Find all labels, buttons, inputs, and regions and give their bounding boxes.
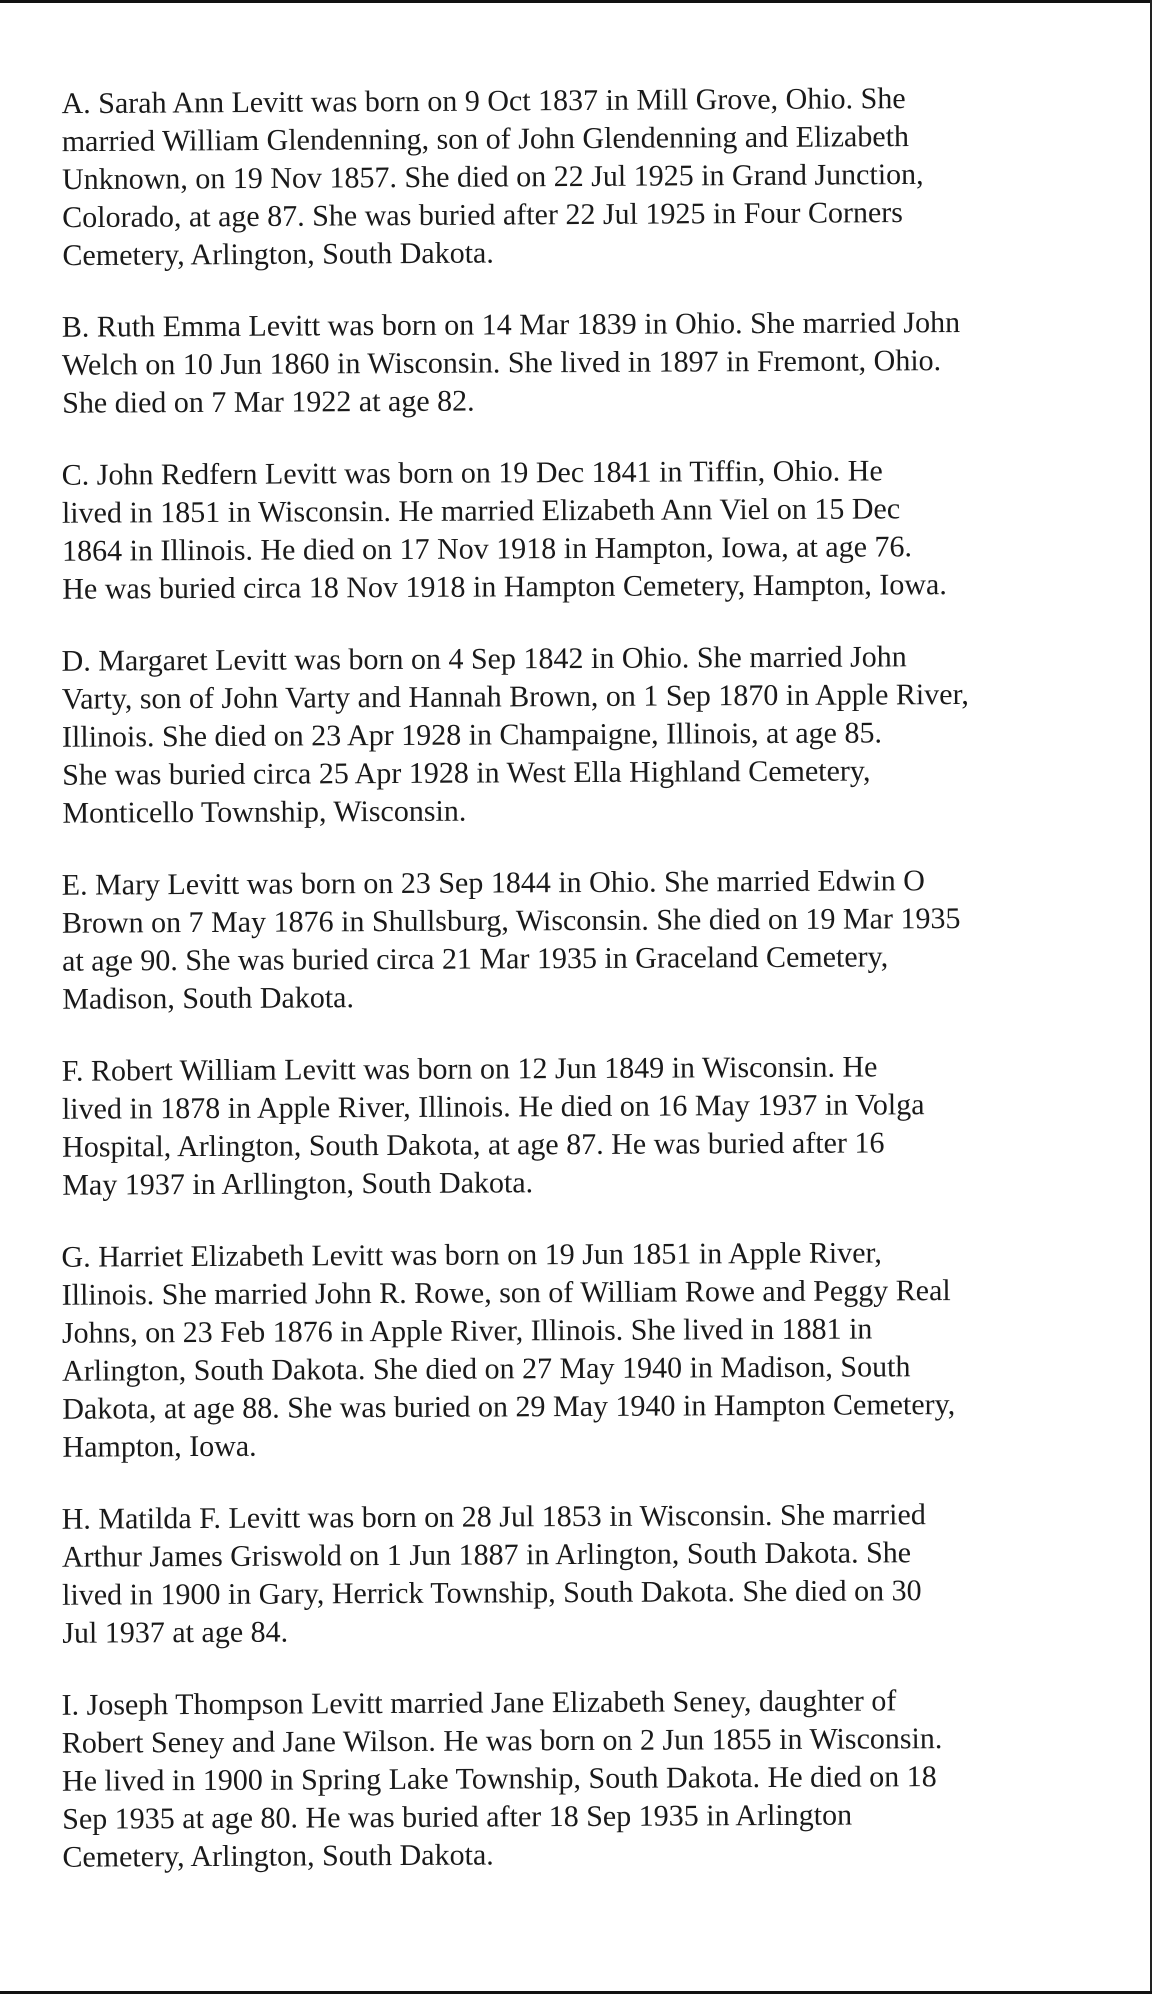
entry-line: I. Joseph Thompson Levitt married Jane Elizabeth Seney, daughter of xyxy=(61,1684,897,1722)
entry-line: Jul 1937 at age 84. xyxy=(62,1615,289,1650)
document-body xyxy=(62,82,1102,1908)
entry-line: at age 90. She was buried circa 21 Mar 1935 in Graceland Cemetery, xyxy=(62,940,889,978)
entry-line: Monticello Township, Wisconsin. xyxy=(62,794,467,830)
entry-line: Madison, South Dakota. xyxy=(62,981,355,1016)
entry-line: Illinois. She married John R. Rowe, son of William Rowe and Peggy Real xyxy=(61,1274,951,1312)
entry-line: lived in 1900 in Gary, Herrick Township, South Dakota. She died on 30 xyxy=(62,1574,922,1612)
entry-line: Arthur James Griswold on 1 Jun 1887 in Arlington, South Dakota. She xyxy=(61,1536,912,1574)
entry-a xyxy=(61,79,1102,275)
entry-line: G. Harriet Elizabeth Levitt was born on 19 Jun 1851 in Apple River, xyxy=(61,1236,882,1274)
entry-line: Hampton, Iowa. xyxy=(62,1429,257,1464)
entry-line: married William Glendenning, son of John Glendenning and Elizabeth xyxy=(61,120,910,159)
entry-line: C. John Redfern Levitt was born on 19 Dec 1841 in Tiffin, Ohio. He xyxy=(61,454,883,492)
entry-line: H. Matilda F. Levitt was born on 28 Jul 1853 in Wisconsin. She married xyxy=(61,1498,926,1536)
entry-line: F. Robert William Levitt was born on 12 Jun 1849 in Wisconsin. He xyxy=(61,1050,878,1088)
entry-line: Unknown, on 19 Nov 1857. She died on 22 Jul 1925 in Grand Junction, xyxy=(61,157,924,197)
entry-line: Johns, on 23 Feb 1876 in Apple River, Illinois. She lived in 1881 in xyxy=(61,1312,873,1350)
entry-line: She died on 7 Mar 1922 at age 82. xyxy=(62,384,475,420)
entry-line: Cemetery, Arlington, South Dakota. xyxy=(62,236,494,273)
entry-line: Illinois. She died on 23 Apr 1928 in Champaigne, Illinois, at age 85. xyxy=(61,716,882,754)
entry-line: Welch on 10 Jun 1860 in Wisconsin. She lived in 1897 in Fremont, Ohio. xyxy=(61,344,942,382)
entry-e xyxy=(62,861,1103,1018)
entry-line: He was buried circa 18 Nov 1918 in Hampton Cemetery, Hampton, Iowa. xyxy=(62,568,947,606)
entry-c xyxy=(62,451,1103,608)
entry-line: Cemetery, Arlington, South Dakota. xyxy=(62,1838,494,1874)
entry-line: May 1937 in Arllington, South Dakota. xyxy=(62,1166,534,1202)
entry-g xyxy=(61,1233,1102,1466)
entry-line: Dakota, at age 88. She was buried on 29 May 1940 in Hampton Cemetery, xyxy=(62,1388,956,1426)
entry-line: Arlington, South Dakota. She died on 27 May 1940 in Madison, South xyxy=(62,1350,911,1388)
entry-line: Hospital, Arlington, South Dakota, at age 87. He was buried after 16 xyxy=(62,1126,885,1164)
entry-line: B. Ruth Emma Levitt was born on 14 Mar 1839 in Ohio. She married John xyxy=(61,306,961,344)
entry-line: A. Sarah Ann Levitt was born on 9 Oct 1837 in Mill Grove, Ohio. She xyxy=(61,82,906,121)
entry-f xyxy=(62,1047,1103,1204)
scan-border-top xyxy=(0,0,1152,3)
entry-line: lived in 1851 in Wisconsin. He married Elizabeth Ann Viel on 15 Dec xyxy=(61,492,901,530)
entry-d xyxy=(62,637,1103,832)
entry-line: E. Mary Levitt was born on 23 Sep 1844 in Ohio. She married Edwin O xyxy=(61,864,925,902)
entry-line: Colorado, at age 87. She was buried after 22 Jul 1925 in Four Corners xyxy=(62,196,904,235)
entry-line: She was buried circa 25 Apr 1928 in West Ella Highland Cemetery, xyxy=(62,754,871,792)
entry-line: He lived in 1900 in Spring Lake Township, South Dakota. He died on 18 xyxy=(61,1760,937,1798)
entry-line: Sep 1935 at age 80. He was buried after 18 Sep 1935 in Arlington xyxy=(62,1798,853,1836)
entry-line: Robert Seney and Jane Wilson. He was born on 2 Jun 1855 in Wisconsin. xyxy=(61,1722,943,1760)
entry-line: Brown on 7 May 1876 in Shullsburg, Wisconsin. She died on 19 Mar 1935 xyxy=(61,902,961,940)
entry-i xyxy=(62,1681,1103,1876)
entry-h xyxy=(62,1495,1103,1652)
entry-line: D. Margaret Levitt was born on 4 Sep 1842 in Ohio. She married John xyxy=(61,640,907,678)
entry-line: 1864 in Illinois. He died on 17 Nov 1918 in Hampton, Iowa, at age 76. xyxy=(62,530,913,568)
entry-line: lived in 1878 in Apple River, Illinois. He died on 16 May 1937 in Volga xyxy=(61,1088,925,1126)
entry-line: Varty, son of John Varty and Hannah Brown, on 1 Sep 1870 in Apple River, xyxy=(61,677,969,716)
entry-b xyxy=(62,303,1103,422)
